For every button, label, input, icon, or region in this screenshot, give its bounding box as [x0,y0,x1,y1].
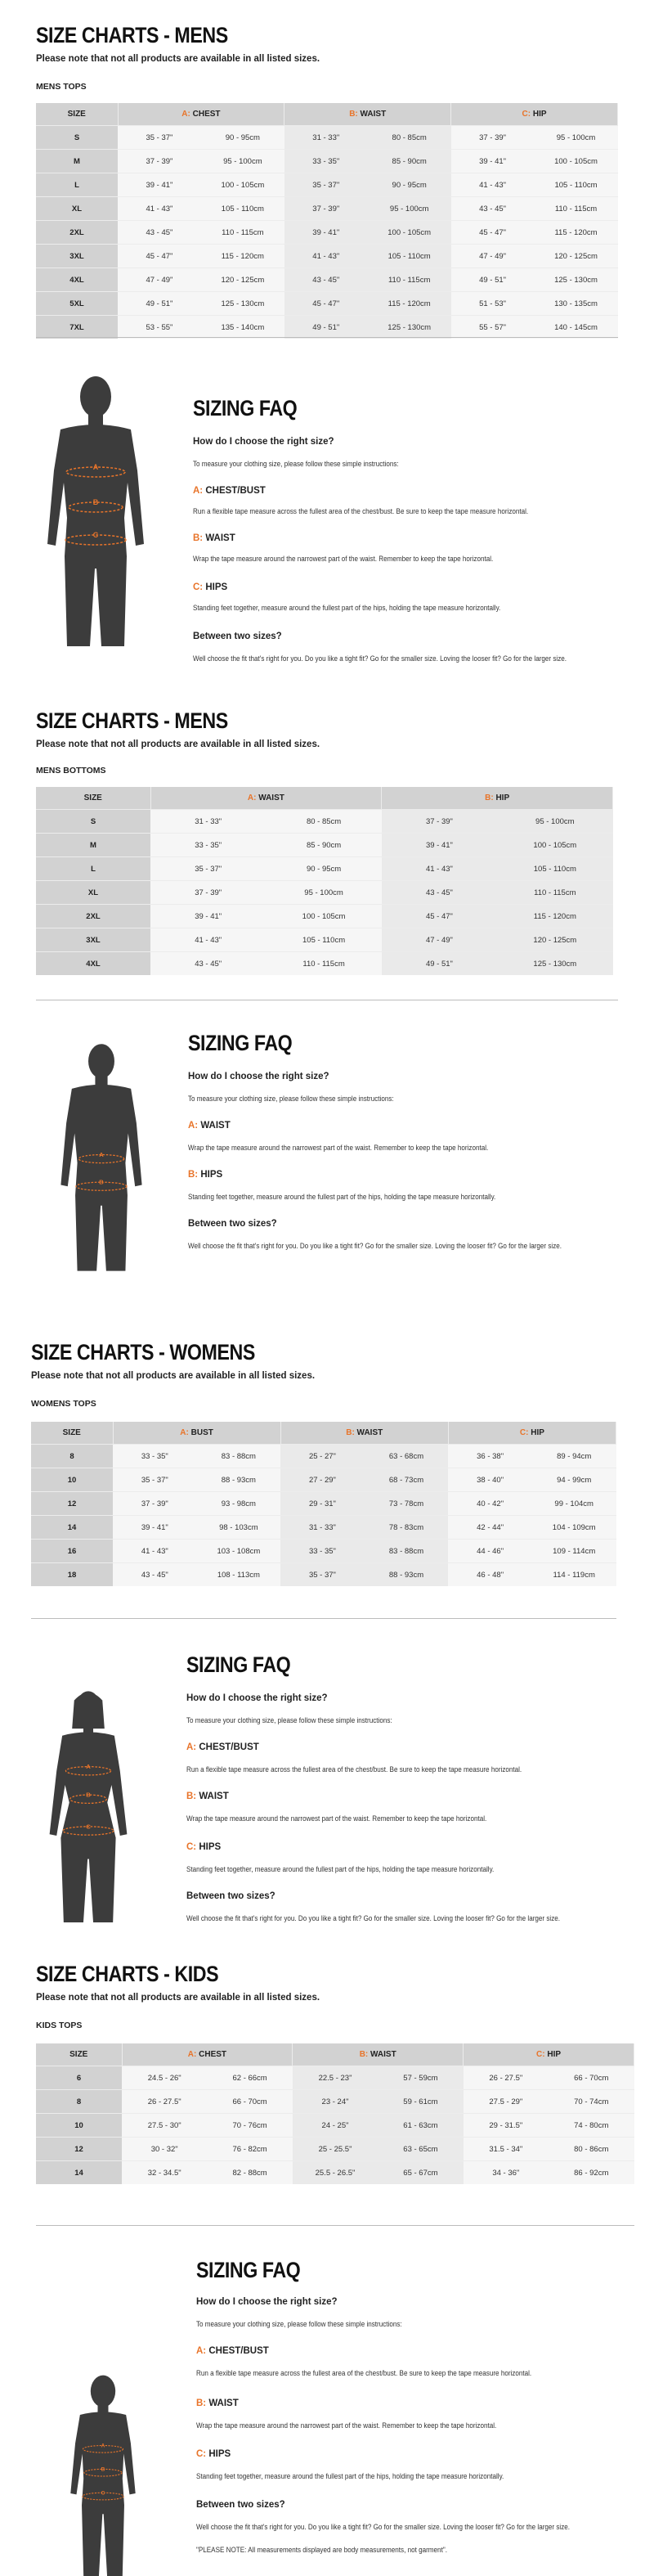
faq-intro: To measure your clothing size, please follow these simple instructions: [188,1095,394,1103]
measurement-cell: 115 - 120cm [497,905,612,928]
measurement-cell: 109 - 114cm [532,1540,616,1563]
size-cell: 14 [31,1516,113,1540]
size-cell: 8 [31,1445,113,1468]
size-cell: 2XL [36,905,150,928]
measurement-cell: 35 - 37" [118,126,201,150]
measurement-cell: 73 - 78cm [365,1492,449,1516]
measurement-cell: 125 - 130cm [497,952,612,976]
size-header: SIZE [36,787,150,810]
measurement-cell: 22.5 - 23" [293,2066,378,2090]
measurement-cell: 43 - 45" [113,1563,197,1587]
measurement-cell: 45 - 47" [382,905,497,928]
faq-item-hips: B: HIPS [188,1170,223,1180]
faq-item-hips-text: Standing feet together, measure around the fullest part of the hips, holding the tape measure horizontally. [188,1193,496,1201]
measurement-cell: 37 - 39" [382,810,497,834]
measurement-cell: 105 - 110cm [266,928,381,952]
faq-between-title: Between two sizes? [188,1219,277,1229]
table-row [36,905,613,928]
page-title-kids: SIZE CHARTS - KIDS [36,1962,219,1986]
table-subtitle: KIDS TOPS [36,2021,83,2030]
table-row [36,810,613,834]
measurement-cell: 53 - 55" [118,316,201,339]
faq-question: How do I choose the right size? [188,1072,329,1081]
measurement-cell: 90 - 95cm [201,126,284,150]
measurement-cell: 76 - 82cm [207,2138,292,2161]
measurement-cell: 120 - 125cm [201,268,284,292]
measurement-cell: 41 - 43" [382,857,497,881]
table-row [36,2161,634,2185]
faq-item-waist-text: Wrap the tape measure around the narrowest part of the waist. Remember to keep the tape horizontal. [193,555,494,563]
measurement-cell: 85 - 90cm [266,834,381,857]
size-cell: 4XL [36,268,118,292]
measurement-cell: 39 - 41" [150,905,266,928]
table-row [31,1516,616,1540]
size-cell: 5XL [36,292,118,316]
measurement-note: "PLEASE NOTE: All measurements displayed are body measurements, not garment". [196,2546,447,2554]
measurement-cell: 57 - 59cm [378,2066,463,2090]
measurement-cell: 24 - 25" [293,2114,378,2138]
measurement-cell: 100 - 105cm [368,221,451,245]
measurement-cell: 33 - 35" [150,834,266,857]
measurement-cell: 25 - 27" [280,1445,365,1468]
size-cell: 2XL [36,221,118,245]
measurement-cell: 33 - 35" [280,1540,365,1563]
size-cell: 4XL [36,952,150,976]
male-figure-bottoms-illustration [56,1041,147,1278]
measurement-cell: 95 - 100cm [497,810,612,834]
measurement-cell: 31 - 33" [284,126,368,150]
measurement-cell: 125 - 130cm [535,268,618,292]
divider [31,1618,616,1619]
measurement-cell: 41 - 43" [451,173,535,197]
divider [36,2225,634,2226]
measurement-cell: 24.5 - 26" [122,2066,207,2090]
table-row [36,197,618,221]
waist-header: A: WAIST [150,787,382,810]
faq-between-title: Between two sizes? [186,1891,275,1901]
measurement-cell: 27.5 - 29" [464,2090,549,2114]
measurement-cell: 47 - 49" [118,268,201,292]
measurement-cell: 23 - 24" [293,2090,378,2114]
measurement-cell: 43 - 45" [150,952,266,976]
availability-note: Please note that not all products are available in all listed sizes. [36,1993,320,2003]
measurement-cell: 110 - 115cm [535,197,618,221]
page-title-womens: SIZE CHARTS - WOMENS [31,1340,255,1364]
table-row [36,316,618,339]
measurement-cell: 74 - 80cm [549,2114,634,2138]
measurement-cell: 39 - 41" [113,1516,197,1540]
table-row [31,1492,616,1516]
measurement-cell: 44 - 46" [448,1540,532,1563]
figure-label-b: B [99,1178,104,1186]
measurement-cell: 105 - 110cm [368,245,451,268]
page-title-bottoms: SIZE CHARTS - MENS [36,708,228,733]
measurement-cell: 27 - 29" [280,1468,365,1492]
measurement-cell: 45 - 47" [118,245,201,268]
faq-item-hips-text: Standing feet together, measure around the fullest part of the hips, holding the tape measure horizontally. [186,1865,495,1873]
table-row [36,928,613,952]
table-row [36,245,618,268]
measurement-cell: 114 - 119cm [532,1563,616,1587]
measurement-cell: 103 - 108cm [197,1540,281,1563]
faq-item-waist: B: WAIST [196,2398,239,2408]
faq-item-chest-text: Run a flexible tape measure across the fullest area of the chest/bust. Be sure to keep the tape measure horizontal. [193,507,529,515]
measurement-cell: 43 - 45" [382,881,497,905]
measurement-cell: 25.5 - 26.5" [293,2161,378,2185]
measurement-cell: 35 - 37" [280,1563,365,1587]
measurement-cell: 35 - 37" [150,857,266,881]
measurement-cell: 49 - 51" [118,292,201,316]
measurement-cell: 89 - 94cm [532,1445,616,1468]
waist-header: B: WAIST [293,2043,464,2066]
size-cell: 7XL [36,316,118,339]
measurement-cell: 49 - 51" [382,952,497,976]
faq-item-hips: C: HIPS [186,1842,222,1852]
size-header: SIZE [36,2043,122,2066]
measurement-cell: 34 - 36" [464,2161,549,2185]
measurement-cell: 83 - 88cm [365,1540,449,1563]
table-row [36,126,618,150]
measurement-cell: 37 - 39" [113,1492,197,1516]
child-figure-illustration [64,2372,142,2576]
size-cell: L [36,857,150,881]
measurement-cell: 29 - 31" [280,1492,365,1516]
measurement-cell: 47 - 49" [451,245,535,268]
faq-intro: To measure your clothing size, please follow these simple instructions: [196,2320,402,2328]
measurement-cell: 115 - 120cm [201,245,284,268]
faq-item-waist-text: Wrap the tape measure around the narrowest part of the waist. Remember to keep the tape horizontal. [196,2421,497,2430]
measurement-cell: 63 - 65cm [378,2138,463,2161]
measurement-cell: 41 - 43" [284,245,368,268]
measurement-cell: 68 - 73cm [365,1468,449,1492]
measurement-cell: 135 - 140cm [201,316,284,339]
size-cell: 10 [36,2114,122,2138]
size-cell: XL [36,881,150,905]
figure-label-a: A [92,463,99,471]
measurement-cell: 41 - 43" [150,928,266,952]
table-row [36,881,613,905]
table-row [36,221,618,245]
size-cell: S [36,810,150,834]
measurement-cell: 95 - 100cm [201,150,284,173]
measurement-cell: 39 - 41" [382,834,497,857]
measurement-cell: 61 - 63cm [378,2114,463,2138]
size-cell: M [36,834,150,857]
measurement-cell: 90 - 95cm [368,173,451,197]
table-row [36,173,618,197]
measurement-cell: 33 - 35" [284,150,368,173]
measurement-cell: 35 - 37" [284,173,368,197]
measurement-cell: 100 - 105cm [201,173,284,197]
faq-item-waist: B: WAIST [193,533,235,543]
measurement-cell: 66 - 70cm [549,2066,634,2090]
faq-intro: To measure your clothing size, please follow these simple instructions: [186,1716,392,1724]
measurement-cell: 120 - 125cm [535,245,618,268]
figure-label-b: B [86,1791,91,1799]
table-row [36,2066,634,2090]
chest-header: A: CHEST [118,103,284,126]
measurement-cell: 70 - 74cm [549,2090,634,2114]
measurement-cell: 43 - 45" [284,268,368,292]
measurement-cell: 45 - 47" [451,221,535,245]
measurement-cell: 31 - 33" [280,1516,365,1540]
measurement-cell: 80 - 85cm [266,810,381,834]
measurement-cell: 98 - 103cm [197,1516,281,1540]
faq-intro: To measure your clothing size, please follow these simple instructions: [193,460,399,468]
size-header: SIZE [36,103,118,126]
measurement-cell: 105 - 110cm [201,197,284,221]
faq-between-text: Well choose the fit that's right for you. Do you like a tight fit? Go for the smaller size. Loving the looser fit? Go for the larger size. [196,2523,571,2531]
measurement-cell: 65 - 67cm [378,2161,463,2185]
table-row [36,834,613,857]
measurement-cell: 29 - 31.5" [464,2114,549,2138]
measurement-cell: 140 - 145cm [535,316,618,339]
measurement-cell: 99 - 104cm [532,1492,616,1516]
table-row [31,1445,616,1468]
kids-tops-table [36,2043,634,2184]
measurement-cell: 31 - 33" [150,810,266,834]
faq-item-chest: A: CHEST/BUST [186,1742,259,1752]
measurement-cell: 27.5 - 30" [122,2114,207,2138]
faq-title: SIZING FAQ [193,396,298,420]
faq-item-hips: C: HIPS [193,582,228,592]
measurement-cell: 86 - 92cm [549,2161,634,2185]
faq-item-chest: A: CHEST/BUST [196,2346,269,2356]
faq-item-chest-text: Run a flexible tape measure across the fullest area of the chest/bust. Be sure to keep the tape measure horizontal. [196,2369,532,2377]
measurement-cell: 62 - 66cm [207,2066,292,2090]
figure-label-c: C [92,531,99,539]
measurement-cell: 33 - 35" [113,1445,197,1468]
measurement-cell: 105 - 110cm [497,857,612,881]
measurement-cell: 43 - 45" [451,197,535,221]
faq-item-chest-text: Run a flexible tape measure across the fullest area of the chest/bust. Be sure to keep the tape measure horizontal. [186,1765,522,1774]
measurement-cell: 37 - 39" [118,150,201,173]
measurement-cell: 43 - 45" [118,221,201,245]
measurement-cell: 110 - 115cm [201,221,284,245]
faq-title: SIZING FAQ [188,1031,293,1055]
measurement-cell: 37 - 39" [150,881,266,905]
measurement-cell: 82 - 88cm [207,2161,292,2185]
measurement-cell: 100 - 105cm [266,905,381,928]
faq-between-title: Between two sizes? [193,632,282,641]
size-cell: 14 [36,2161,122,2185]
measurement-cell: 39 - 41" [451,150,535,173]
measurement-cell: 115 - 120cm [535,221,618,245]
measurement-cell: 63 - 68cm [365,1445,449,1468]
measurement-cell: 55 - 57" [451,316,535,339]
table-row [36,2138,634,2161]
measurement-cell: 130 - 135cm [535,292,618,316]
measurement-cell: 31.5 - 34" [464,2138,549,2161]
measurement-cell: 45 - 47" [284,292,368,316]
measurement-cell: 104 - 109cm [532,1516,616,1540]
table-subtitle: WOMENS TOPS [31,1399,96,1409]
figure-label-b: B [101,2466,105,2473]
faq-question: How do I choose the right size? [193,437,334,447]
faq-between-text: Well choose the fit that's right for you. Do you like a tight fit? Go for the smaller size. Loving the looser fit? Go for the larger size. [186,1914,561,1922]
faq-item-waist: B: WAIST [186,1792,229,1801]
measurement-cell: 110 - 115cm [368,268,451,292]
divider [36,337,618,338]
womens-tops-table [31,1422,616,1586]
measurement-cell: 47 - 49" [382,928,497,952]
bust-header: A: BUST [113,1422,280,1445]
figure-label-b: B [92,498,99,506]
measurement-cell: 49 - 51" [451,268,535,292]
faq-item-hips-text: Standing feet together, measure around the fullest part of the hips, holding the tape measure horizontally. [193,604,501,612]
table-row [36,150,618,173]
female-figure-illustration [43,1685,134,1931]
measurement-cell: 46 - 48" [448,1563,532,1587]
faq-item-waist-text: Wrap the tape measure around the narrowest part of the waist. Remember to keep the tape horizontal. [188,1144,489,1152]
size-cell: 3XL [36,928,150,952]
mens-tops-section [0,0,654,344]
measurement-cell: 95 - 100cm [368,197,451,221]
availability-note: Please note that not all products are available in all listed sizes. [36,54,320,64]
faq-item-hips: C: HIPS [196,2449,231,2459]
measurement-cell: 110 - 115cm [266,952,381,976]
measurement-cell: 108 - 113cm [197,1563,281,1587]
measurement-cell: 26 - 27.5" [464,2066,549,2090]
faq-question: How do I choose the right size? [196,2297,338,2307]
mens-tops-table [36,103,618,339]
availability-note: Please note that not all products are available in all listed sizes. [31,1371,316,1381]
faq-title: SIZING FAQ [196,2258,301,2282]
measurement-cell: 25 - 25.5" [293,2138,378,2161]
measurement-cell: 125 - 130cm [201,292,284,316]
measurement-cell: 115 - 120cm [368,292,451,316]
measurement-cell: 105 - 110cm [535,173,618,197]
measurement-cell: 39 - 41" [118,173,201,197]
measurement-cell: 93 - 98cm [197,1492,281,1516]
size-cell: 10 [31,1468,113,1492]
measurement-cell: 37 - 39" [451,126,535,150]
measurement-cell: 41 - 43" [113,1540,197,1563]
size-cell: 16 [31,1540,113,1563]
measurement-cell: 88 - 93cm [365,1563,449,1587]
measurement-cell: 70 - 76cm [207,2114,292,2138]
size-cell: XL [36,197,118,221]
table-subtitle: MENS TOPS [36,82,87,92]
chest-header: A: CHEST [122,2043,293,2066]
measurement-cell: 85 - 90cm [368,150,451,173]
measurement-cell: 90 - 95cm [266,857,381,881]
size-cell: 6 [36,2066,122,2090]
measurement-cell: 120 - 125cm [497,928,612,952]
measurement-cell: 30 - 32" [122,2138,207,2161]
measurement-cell: 94 - 99cm [532,1468,616,1492]
measurement-cell: 40 - 42" [448,1492,532,1516]
faq-title: SIZING FAQ [186,1652,291,1677]
hip-header: C: HIP [464,2043,634,2066]
figure-label-c: C [86,1823,91,1831]
faq-between-text: Well choose the fit that's right for you. Do you like a tight fit? Go for the smaller size. Loving the looser fit? Go for the larger size. [188,1242,562,1250]
availability-note: Please note that not all products are available in all listed sizes. [36,740,320,749]
measurement-cell: 41 - 43" [118,197,201,221]
figure-label-c: C [101,2490,105,2497]
measurement-cell: 36 - 38" [448,1445,532,1468]
figure-label-a: A [101,2443,105,2449]
measurement-cell: 42 - 44" [448,1516,532,1540]
measurement-cell: 95 - 100cm [266,881,381,905]
size-cell: 18 [31,1563,113,1587]
table-row [31,1468,616,1492]
hip-header: B: HIP [382,787,613,810]
table-row [36,268,618,292]
size-cell: 12 [36,2138,122,2161]
faq-between-title: Between two sizes? [196,2500,285,2510]
table-row [31,1563,616,1587]
size-cell: 3XL [36,245,118,268]
table-row [36,857,613,881]
table-subtitle: MENS BOTTOMS [36,766,106,775]
measurement-cell: 95 - 100cm [535,126,618,150]
size-cell: M [36,150,118,173]
size-cell: 12 [31,1492,113,1516]
faq-item-hips-text: Standing feet together, measure around the fullest part of the hips, holding the tape measure horizontally. [196,2472,504,2480]
size-cell: L [36,173,118,197]
hip-header: C: HIP [451,103,618,126]
table-row [36,2090,634,2114]
measurement-cell: 35 - 37" [113,1468,197,1492]
size-header: SIZE [31,1422,113,1445]
size-cell: 8 [36,2090,122,2114]
measurement-cell: 100 - 105cm [535,150,618,173]
measurement-cell: 59 - 61cm [378,2090,463,2114]
measurement-cell: 78 - 83cm [365,1516,449,1540]
table-row [36,2114,634,2138]
measurement-cell: 49 - 51" [284,316,368,339]
waist-header: B: WAIST [280,1422,448,1445]
measurement-cell: 38 - 40" [448,1468,532,1492]
hip-header: C: HIP [448,1422,616,1445]
measurement-cell: 51 - 53" [451,292,535,316]
faq-between-text: Well choose the fit that's right for you. Do you like a tight fit? Go for the smaller size. Loving the looser fit? Go for the larger size. [193,654,567,663]
size-cell: S [36,126,118,150]
measurement-cell: 88 - 93cm [197,1468,281,1492]
measurement-cell: 80 - 85cm [368,126,451,150]
figure-label-a: A [99,1151,104,1159]
table-row [31,1540,616,1563]
page-title: SIZE CHARTS - MENS [36,23,228,47]
measurement-cell: 39 - 41" [284,221,368,245]
measurement-cell: 80 - 86cm [549,2138,634,2161]
measurement-cell: 83 - 88cm [197,1445,281,1468]
male-figure-illustration [43,372,149,654]
table-row [36,952,613,976]
waist-header: B: WAIST [284,103,451,126]
measurement-cell: 100 - 105cm [497,834,612,857]
faq-item-chest: A: CHEST/BUST [193,486,266,496]
measurement-cell: 125 - 130cm [368,316,451,339]
measurement-cell: 110 - 115cm [497,881,612,905]
measurement-cell: 66 - 70cm [207,2090,292,2114]
measurement-cell: 26 - 27.5" [122,2090,207,2114]
faq-item-waist-text: Wrap the tape measure around the narrowest part of the waist. Remember to keep the tape horizontal. [186,1814,487,1823]
measurement-cell: 32 - 34.5" [122,2161,207,2185]
faq-item-waist: A: WAIST [188,1121,231,1131]
mens-bottoms-table [36,787,613,975]
figure-label-a: A [86,1763,91,1771]
table-row [36,292,618,316]
measurement-cell: 37 - 39" [284,197,368,221]
faq-question: How do I choose the right size? [186,1693,328,1703]
